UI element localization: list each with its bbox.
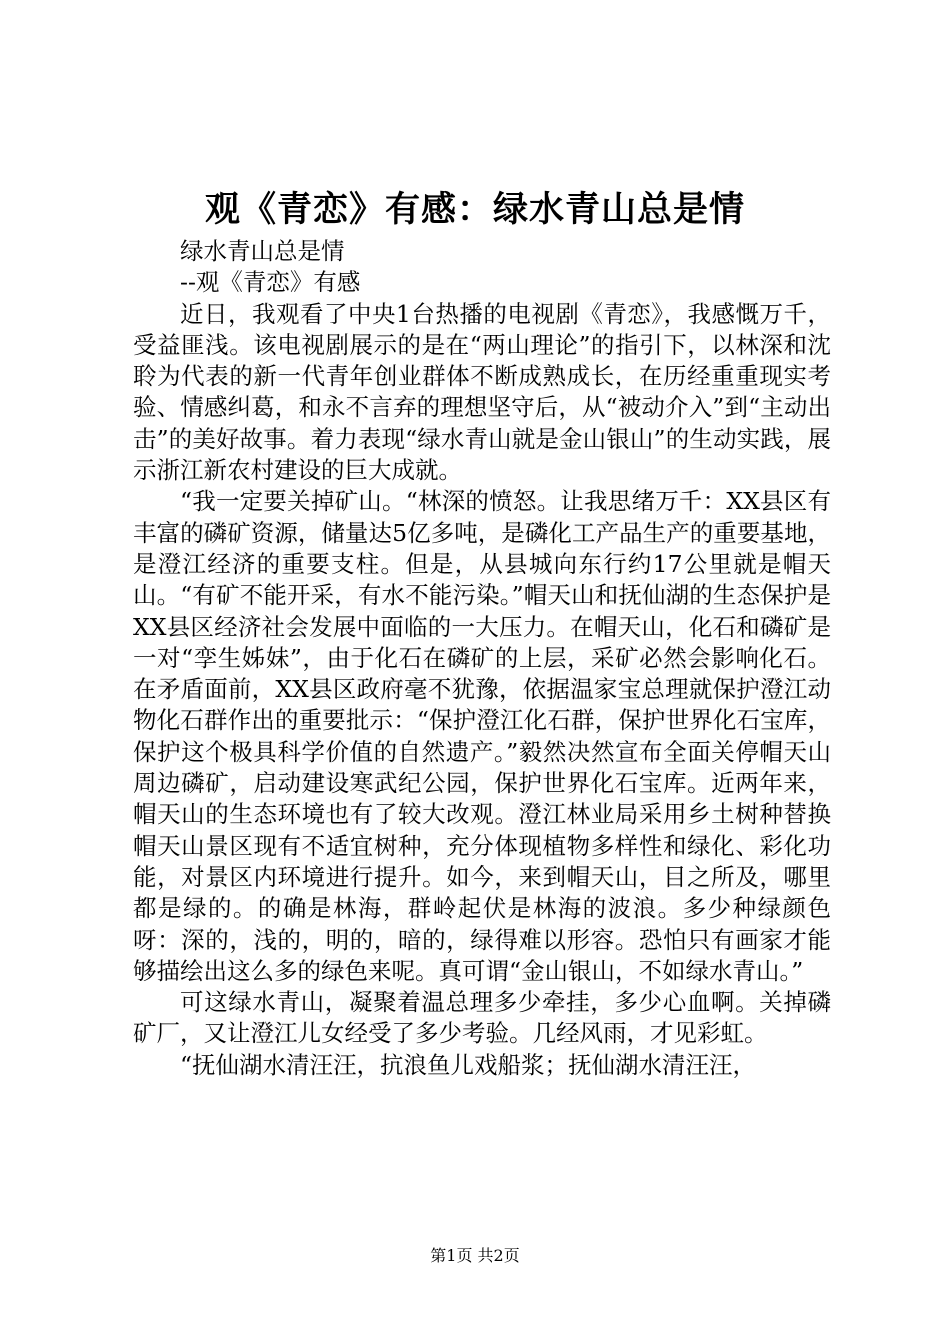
- subtitle-line: --观《青恋》有感: [180, 268, 361, 297]
- document-title: 观《青恋》有感：绿水青山总是情: [204, 189, 745, 230]
- subtitle-line: 绿水青山总是情: [180, 237, 345, 265]
- body-paragraph: 可这绿水青山，凝聚着温总理多少牵挂，多少心血啊。关掉磷矿厂，又让澄江儿女经受了多少考验。几经风雨，才见彩虹。: [133, 988, 831, 1048]
- page-footer: 第1页 共2页: [430, 1246, 520, 1265]
- body-paragraph: 近日，我观看了中央1台热播的电视剧《青恋》，我感慨万千，受益匪浅。该电视剧展示的是在“两山理论”的指引下，以林深和沈聆为代表的新一代青年创业群体不断成熟成长，在历经重重现实考验、情感纠葛，和永不言弃的理想坚守后，从“被动介入”到“主动出击”的美好故事。着力表现“绿水青山就是金山银山”的生动实践，展示浙江新农村建设的巨大成就。: [133, 299, 831, 485]
- body-paragraph: “我一定要关掉矿山。“林深的愤怒。让我思绪万千：XX县区有丰富的磷矿资源，储量达5亿多吨，是磷化工产品生产的重要基地，是澄江经济的重要支柱。但是，从县城向东行约17公里就是帽天山。“有矿不能开采，有水不能污染。”帽天山和抚仙湖的生态保护是XX县区经济社会发展中面临的一大压力。在帽天山，化石和磷矿是一对“孪生姊妹”，由于化石在磷矿的上层，采矿必然会影响化石。在矛盾面前，XX县区政府毫不犹豫，依据温家宝总理就保护澄江动物化石群作出的重要批示：“保护澄江化石群，保护世界化石宝库，保护这个极具科学价值的自然遗产。”毅然决然宣布全面关停帽天山周边磷矿，启动建设寒武纪公园，保护世界化石宝库。近两年来，帽天山的生态环境也有了较大改观。澄江林业局采用乡土树种替换帽天山景区现有不适宜树种，充分体现植物多样性和绿化、彩化功能，对景区内环境进行提升。如今，来到帽天山，目之所及，哪里都是绿的。的确是林海，群岭起伏是林海的波浪。多少种绿颜色呀：深的，浅的，明的，暗的，绿得难以形容。恐怕只有画家才能够描绘出这么多的绿色来呢。真可谓“金山银山，不如绿水青山。”: [133, 487, 831, 985]
- document-body: [133, 236, 831, 1081]
- body-paragraph: “抚仙湖水清汪汪，抗浪鱼儿戏船浆；抚仙湖水清汪汪，: [180, 1050, 757, 1079]
